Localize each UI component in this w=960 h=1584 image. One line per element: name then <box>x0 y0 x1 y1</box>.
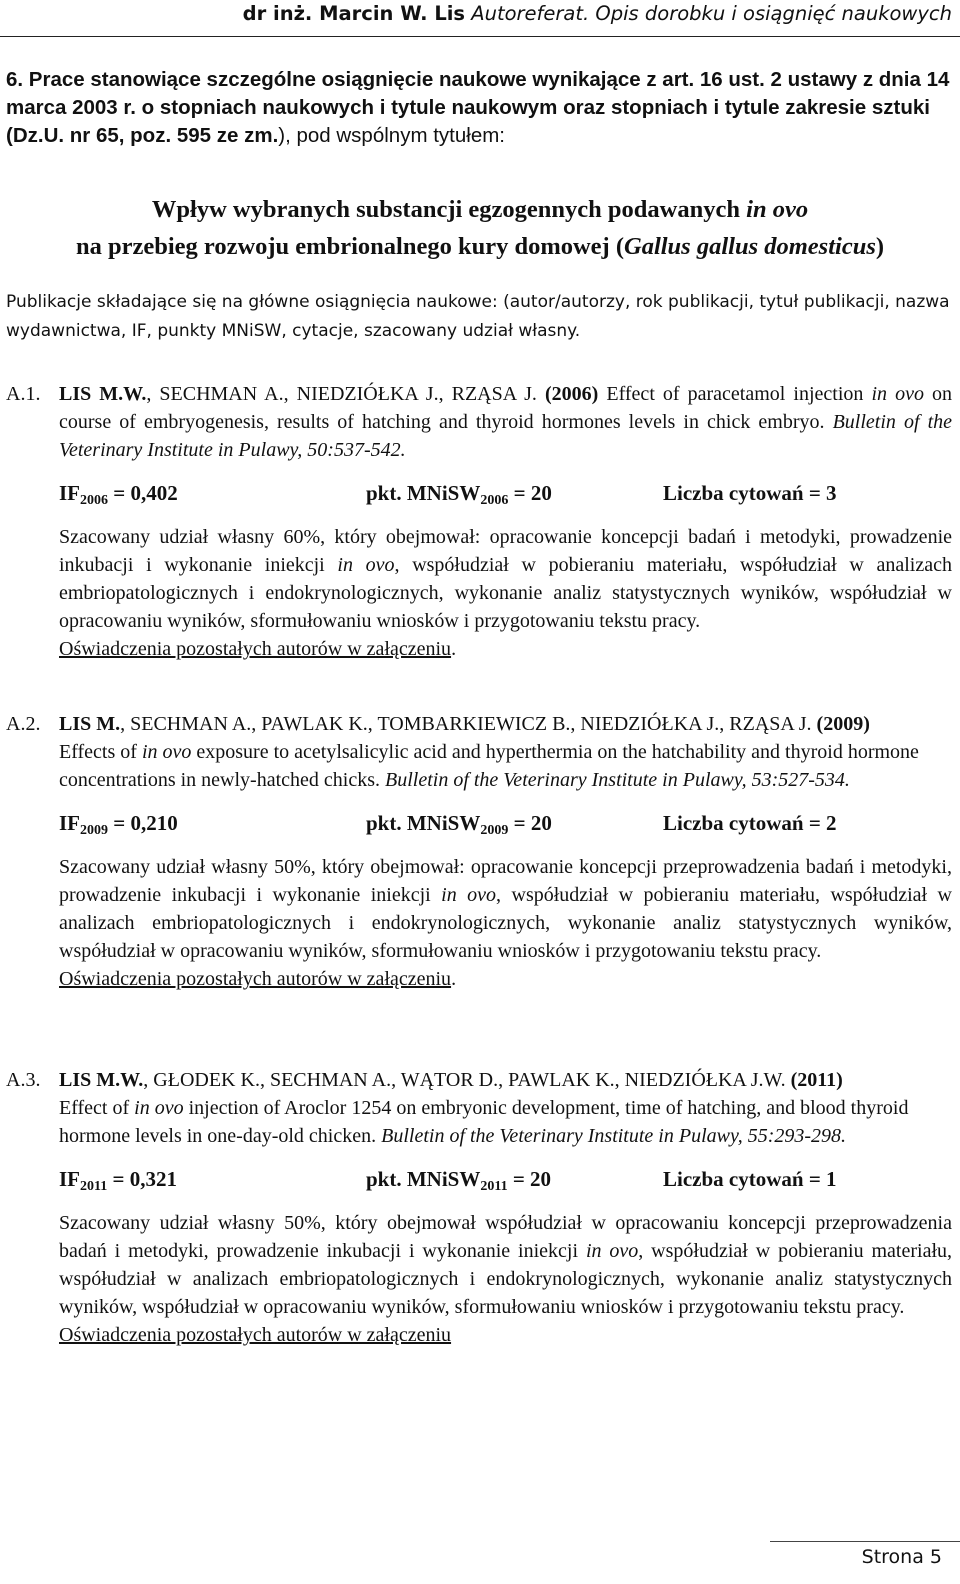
title-text-2c: ) <box>875 233 885 260</box>
section-heading <box>6 66 952 150</box>
publication-title-part: on course of embryogenesis, results of hatching and thyroid hormones levels in chick embryo. <box>59 383 953 434</box>
impact-factor: $IF_{2006} = 0,402$ <box>59 480 178 508</box>
impact-factor: $IF_{2009} = 0,210$ <box>59 810 178 838</box>
publication-statement: Oświadczenia pozostałych autorów w załączeniu. <box>59 638 457 661</box>
page-number: Strona 5 <box>861 1546 942 1568</box>
title-text-2b: Gallus gallus domesticus <box>624 233 876 260</box>
publication-title-part: Effect of paracetamol injection <box>598 383 872 405</box>
publication-body <box>59 380 952 664</box>
publication-main-author: LIS M.W. <box>59 1069 144 1091</box>
statement-link[interactable]: Oświadczenia pozostałych autorów w załączeniu <box>59 638 452 661</box>
publication-journal: Bulletin of the Veterinary Institute in Pulawy, 53:527-534. <box>385 769 850 792</box>
publication-journal: Bulletin of the Veterinary Institute in Pulawy, 50:537-542. <box>59 411 953 462</box>
publication-title-italic: in ovo <box>141 741 192 764</box>
publication-title-italic: in ovo <box>871 383 924 405</box>
header-divider <box>0 36 960 37</box>
footer-divider <box>770 1541 960 1542</box>
mnisw-points: pkt. MNiSW$_{2009}$ = 20 <box>366 810 552 838</box>
publication-number: A.3. <box>6 1069 41 1091</box>
publication-statement: Oświadczenia pozostałych autorów w załączeniu. <box>59 968 457 991</box>
header-doc: Autoreferat. Opis dorobku i osiągnięć naukowych <box>471 2 952 25</box>
citation-count: Liczba cytowań = 2 <box>663 810 837 835</box>
statement-link[interactable]: Oświadczenia pozostałych autorów w załączeniu <box>59 968 452 991</box>
title-text-2a: na przebieg rozwoju embrionalnego kury domowej ( <box>75 233 624 260</box>
publication-contribution: Szacowany udział własny 50%, który obejmował współudział w opracowaniu koncepcji przeprowadzenia badań i metodyki, prowadzenie inkubacji i wykonanie iniekcji in ovo, współudział w pobieraniu materiału, współudział w analizach embriopatologicznych i endokrynologicznych, wykonanie analiz statystycznych wyników, współudział w opracowaniu wyników, sformułowaniu wniosków i przygotowaniu tekstu pracy. <box>59 1211 953 1319</box>
header-text <box>243 2 952 25</box>
publication-year: (2011) <box>790 1069 843 1091</box>
mnisw-points: pkt. MNiSW$_{2006}$ = 20 <box>366 480 552 508</box>
title-text-1a: Wpływ wybranych substancji egzogennych podawanych <box>151 196 747 223</box>
publication-title-italic: in ovo <box>134 1097 184 1120</box>
publication-contribution: Szacowany udział własny 50%, który obejmował: opracowanie koncepcji przeprowadzenia badań i metodyki, prowadzenie inkubacji i wykonanie iniekcji in ovo, współudział w pobieraniu materiału, współudział w analizach embriopatologicznych i endokrynologicznych, wykonanie analiz statystycznych wyników, współudział w opracowaniu wyników, sformułowaniu wniosków i przygotowaniu tekstu pracy. <box>59 855 952 963</box>
publication-citation <box>59 710 952 795</box>
publication-main-author: LIS M. <box>59 713 121 735</box>
publication-journal: Bulletin of the Veterinary Institute in Pulawy, 55:293-298. <box>381 1125 847 1148</box>
impact-factor: $IF_{2011} = 0,321$ <box>59 1166 177 1194</box>
publication-contribution: Szacowany udział własny 60%, który obejmował: opracowanie koncepcji badań i metodyki, prowadzenie inkubacji i wykonanie iniekcji in ovo, współudział w pobieraniu materiału, współudział w analizach embriopatologicznych i endokrynologicznych, wykonanie analiz statystycznych wyników, współudział w opracowaniu wyników, sformułowaniu wniosków i przygotowaniu tekstu pracy. <box>59 525 952 633</box>
main-title-line-1 <box>0 193 960 227</box>
publication-citation <box>59 380 952 465</box>
publication-number: A.1. <box>6 383 41 405</box>
publication-metrics <box>59 809 952 843</box>
publication-metrics <box>59 479 952 513</box>
publication-coauthors: , SECHMAN A., PAWLAK K., TOMBARKIEWICZ B., NIEDZIÓŁKA J., RZĄSA J. <box>120 713 812 735</box>
publication-coauthors: , GŁODEK K., SECHMAN A., WĄTOR D., PAWLAK K., NIEDZIÓŁKA J.W. <box>143 1069 786 1091</box>
publication-title-part: injection of Aroclor 1254 on embryonic development, time of hatching, and blood thyroid hormone levels in one-day-old chicken. <box>59 1097 909 1148</box>
publication-coauthors: , SECHMAN A., NIEDZIÓŁKA J., RZĄSA J. <box>146 383 537 405</box>
publication-body <box>59 710 952 994</box>
section-heading-lead: 6. Prace stanowiące szczególne osiągnięcie naukowe wynikające z art. 16 ust. 2 ustawy z dnia 14 marca 2003 r. o stopniach naukowych i tytule naukowym oraz stopniach i tytule zakresie sztuki (Dz.U. nr 65, poz. 595 ze zm. <box>6 68 950 147</box>
statement-link[interactable]: Oświadczenia pozostałych autorów w załączeniu <box>59 1324 452 1347</box>
publication-number: A.2. <box>6 713 41 735</box>
publication-year: (2006) <box>545 383 599 405</box>
mnisw-points: pkt. MNiSW$_{2011}$ = 20 <box>366 1166 552 1194</box>
citation-count: Liczba cytowań = 1 <box>663 1166 837 1191</box>
publication-year: (2009) <box>816 713 870 735</box>
publications-intro: Publikacje składające się na główne osiągnięcia naukowe: (autor/autorzy, rok publikacji, tytuł publikacji, nazwa wydawnictwa, IF, punkty MNiSW, cytacje, szacowany udział własny. <box>6 292 950 341</box>
publication-title-part: Effect of <box>59 1097 135 1120</box>
publication-body <box>59 1066 952 1350</box>
publication-main-author: LIS M.W. <box>59 383 147 405</box>
publication-citation <box>59 1066 952 1151</box>
title-text-1b: in ovo <box>746 196 809 223</box>
header-author: dr inż. Marcin W. Lis <box>242 2 466 25</box>
publication-title-part: Effects of <box>59 741 142 764</box>
page-header <box>0 0 960 40</box>
publication-metrics <box>59 1165 952 1199</box>
section-heading-tail: ), pod wspólnym tytułem: <box>278 124 505 147</box>
publication-title-part: exposure to acetylsalicylic acid and hyperthermia on the hatchability and thyroid hormone concentrations in newly-hatched chicks. <box>59 741 919 792</box>
citation-count: Liczba cytowań = 3 <box>663 480 837 505</box>
publication-statement <box>59 1321 952 1349</box>
main-title-line-2 <box>0 230 960 264</box>
